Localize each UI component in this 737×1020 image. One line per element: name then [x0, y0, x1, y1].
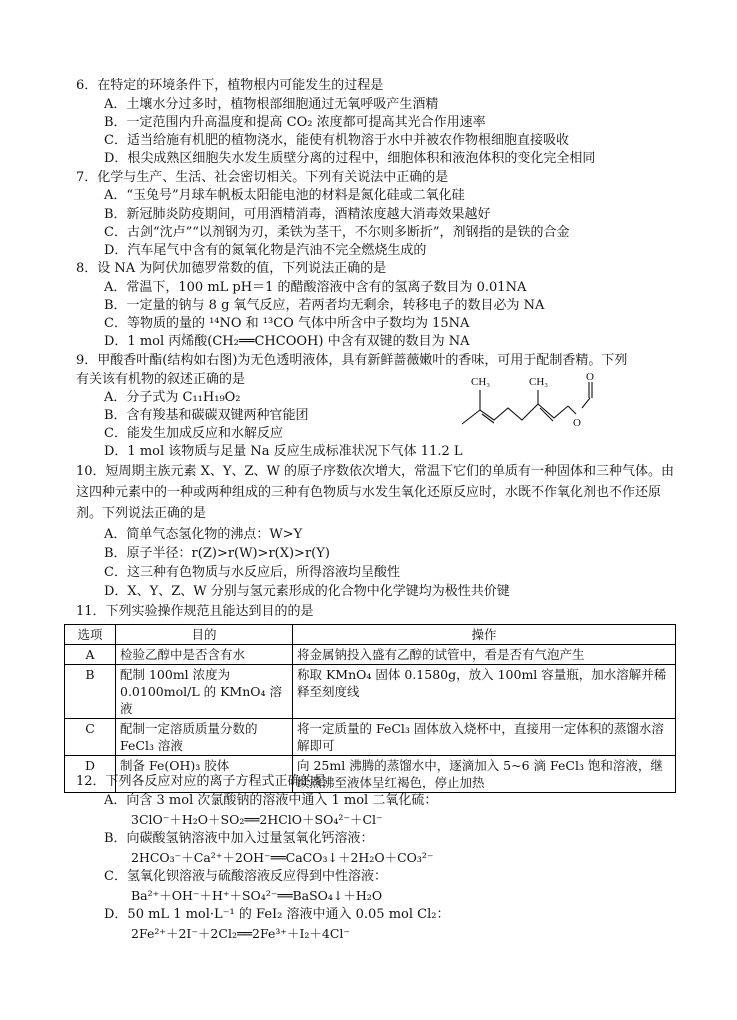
q7-option-c: C．古剑“沈卢”“以剂钢为刃，柔铁为茎干，不尔则多断折”，剂钢指的是铁的合金 — [104, 225, 570, 240]
q12-equation-b: 2HCO₃⁻＋Ca²⁺＋2OH⁻══CaCO₃↓＋2H₂O＋CO₃²⁻ — [131, 850, 434, 865]
q12-option-c: C．氢氧化钡溶液与硫酸溶液反应得到中性溶液： — [104, 869, 387, 884]
q6-option-b: B．一定范围内升高温度和提高 CO₂ 浓度都可提高其光合作用速率 — [104, 115, 486, 130]
q12-equation-c: Ba²⁺＋OH⁻＋H⁺＋SO₄²⁻══BaSO₄↓＋H₂O — [131, 888, 383, 903]
header-purpose: 目的 — [116, 625, 293, 645]
q8-option-a: A．常温下，100 mL pH＝1 的醋酸溶液中含有的氢离子数目为 0.01NA — [104, 280, 527, 295]
q10-option-b: B．原子半径：r(Z)>r(W)>r(X)>r(Y) — [104, 546, 330, 561]
ester-o-label: O — [573, 417, 581, 429]
q12-equation-d: 2Fe²⁺＋2I⁻＋2Cl₂══2Fe³⁺＋I₂＋4Cl⁻ — [131, 926, 351, 941]
q12-equation-a: 3ClO⁻＋H₂O＋SO₂══2HClO＋SO₄²⁻＋Cl⁻ — [131, 812, 383, 827]
q8-option-d: D．1 mol 丙烯酸(CH₂══CHCOOH) 中含有双键的数目为 NA — [104, 334, 470, 349]
q7-option-a: A．“玉兔号”月球车帆板太阳能电池的材料是氮化硅或二氧化硅 — [104, 188, 465, 203]
table-row — [65, 665, 676, 719]
q9-option-b: B．含有羧基和碳碳双键两种官能团 — [104, 408, 309, 423]
q10-stem: 10．短周期主族元素 X、Y、Z、W 的原子序数依次增大，常温下它们的单质有一种固体和三种气体。由这四种元素中的一种或两种组成的三种有色物质与水发生氧化还原反应时，水既不作氧化剂也不作还原剂。下列说法正确的是 — [76, 464, 675, 521]
q6-option-c: C．适当给施有机肥的植物浇水，能使有机物溶于水中并被农作物根细胞直接吸收 — [104, 133, 569, 148]
q7-option-b: B．新冠肺炎防疫期间，可用酒精消毒，酒精浓度越大消毒效果越好 — [104, 207, 491, 222]
q6-stem: 6．在特定的环境条件下，植物根内可能发生的过程是 — [76, 78, 384, 93]
row-option: A — [65, 645, 116, 665]
methyl-label-1: CH₃ — [471, 376, 491, 388]
geranyl-formate-structure — [458, 370, 598, 438]
table-row — [65, 719, 676, 756]
q12-stem: 12．下列各反应对应的离子方程式正确的是 — [76, 774, 327, 789]
row-purpose: 制备 Fe(OH)₃ 胶体 — [116, 756, 293, 793]
q10-option-d: D．X、Y、Z、W 分别与氢元素形成的化合物中化学键均为极性共价键 — [104, 584, 510, 599]
ester-o-bond — [568, 406, 576, 414]
header-operation: 操作 — [293, 625, 676, 645]
q12-option-b: B．向碳酸氢钠溶液中加入过量氢氧化钙溶液： — [104, 831, 374, 846]
q9-option-c: C．能发生加成反应和水解反应 — [104, 426, 283, 441]
q6-option-a: A．土壤水分过多时，植物根部细胞通过无氧呼吸产生酒精 — [104, 97, 439, 112]
q8-option-b: B．一定量的钠与 8 g 氧气反应，若两者均无剩余，转移电子的数目必为 NA — [104, 298, 545, 313]
table-row — [65, 645, 676, 665]
q10-option-c: C．这三种有色物质与水反应后，所得溶液均呈酸性 — [104, 565, 400, 580]
row-operation: 称取 KMnO₄ 固体 0.1580g，放入 100ml 容量瓶，加水溶解并稀释至刻度线 — [293, 665, 676, 719]
q7-option-d: D．汽车尾气中含有的氮氧化物是汽油不完全燃烧生成的 — [104, 243, 427, 258]
row-option: D — [65, 756, 116, 793]
q9-option-a: A．分子式为 C₁₁H₁₉O₂ — [104, 390, 241, 405]
row-operation: 将金属钠投入盛有乙醇的试管中，看是否有气泡产生 — [293, 645, 676, 665]
q8-option-c: C．等物质的量的 ¹⁴NO 和 ¹³CO 气体中所含中子数均为 15NA — [104, 316, 470, 331]
q8-stem: 8．设 NA 为阿伏加德罗常数的值，下列说法正确的是 — [76, 261, 387, 276]
q9-stem-line2: 有关该有机物的叙述正确的是 — [76, 372, 246, 387]
q9-option-d: D．1 mol 该物质与足量 Na 反应生成标准状况下气体 11.2 L — [104, 444, 463, 459]
row-option: B — [65, 665, 116, 719]
q9-stem-line1: 9．甲酸香叶酯(结构如右图)为无色透明液体，具有新鲜蔷薇嫩叶的香味，可用于配制香精。下列 — [76, 353, 628, 368]
q10-option-a: A．简单气态氢化物的沸点：W>Y — [104, 527, 303, 542]
q6-option-d: D．根尖成熟区细胞失水发生质壁分离的过程中，细胞体积和液泡体积的变化完全相同 — [104, 151, 596, 166]
q11-stem: 11．下列实验操作规范且能达到目的的是 — [76, 604, 314, 619]
experiment-table — [64, 624, 676, 793]
q7-stem: 7．化学与生产、生活、社会密切相关。下列有关说法中正确的是 — [76, 170, 449, 185]
row-purpose: 配制一定溶质质量分数的 FeCl₃ 溶液 — [116, 719, 293, 756]
q12-option-a: A．向含 3 mol 次氯酸钠的溶液中通入 1 mol 二氧化硫： — [104, 793, 438, 808]
row-operation: 向 25ml 沸腾的蒸馏水中，逐滴加入 5~6 滴 FeCl₃ 饱和溶液，继续煮沸至液体呈红褐色，停止加热 — [293, 756, 676, 793]
carbonyl-o-label: O — [586, 371, 594, 383]
q12-option-d: D．50 mL 1 mol·L⁻¹ 的 FeI₂ 溶液中通入 0.05 mol Cl₂： — [104, 907, 450, 922]
row-purpose: 配制 100ml 浓度为 0.0100mol/L 的 KMnO₄ 溶液 — [116, 665, 293, 719]
methyl-label-2: CH₃ — [529, 376, 549, 388]
header-option: 选项 — [65, 625, 116, 645]
table-header-row — [65, 625, 676, 645]
carbon-chain-bond — [462, 404, 568, 424]
formyl-bond — [582, 398, 590, 408]
row-operation: 将一定质量的 FeCl₃ 固体放入烧杯中，直接用一定体积的蒸馏水溶解即可 — [293, 719, 676, 756]
double-bond-2 — [540, 408, 553, 421]
row-option: C — [65, 719, 116, 756]
row-purpose: 检验乙醇中是否含有水 — [116, 645, 293, 665]
